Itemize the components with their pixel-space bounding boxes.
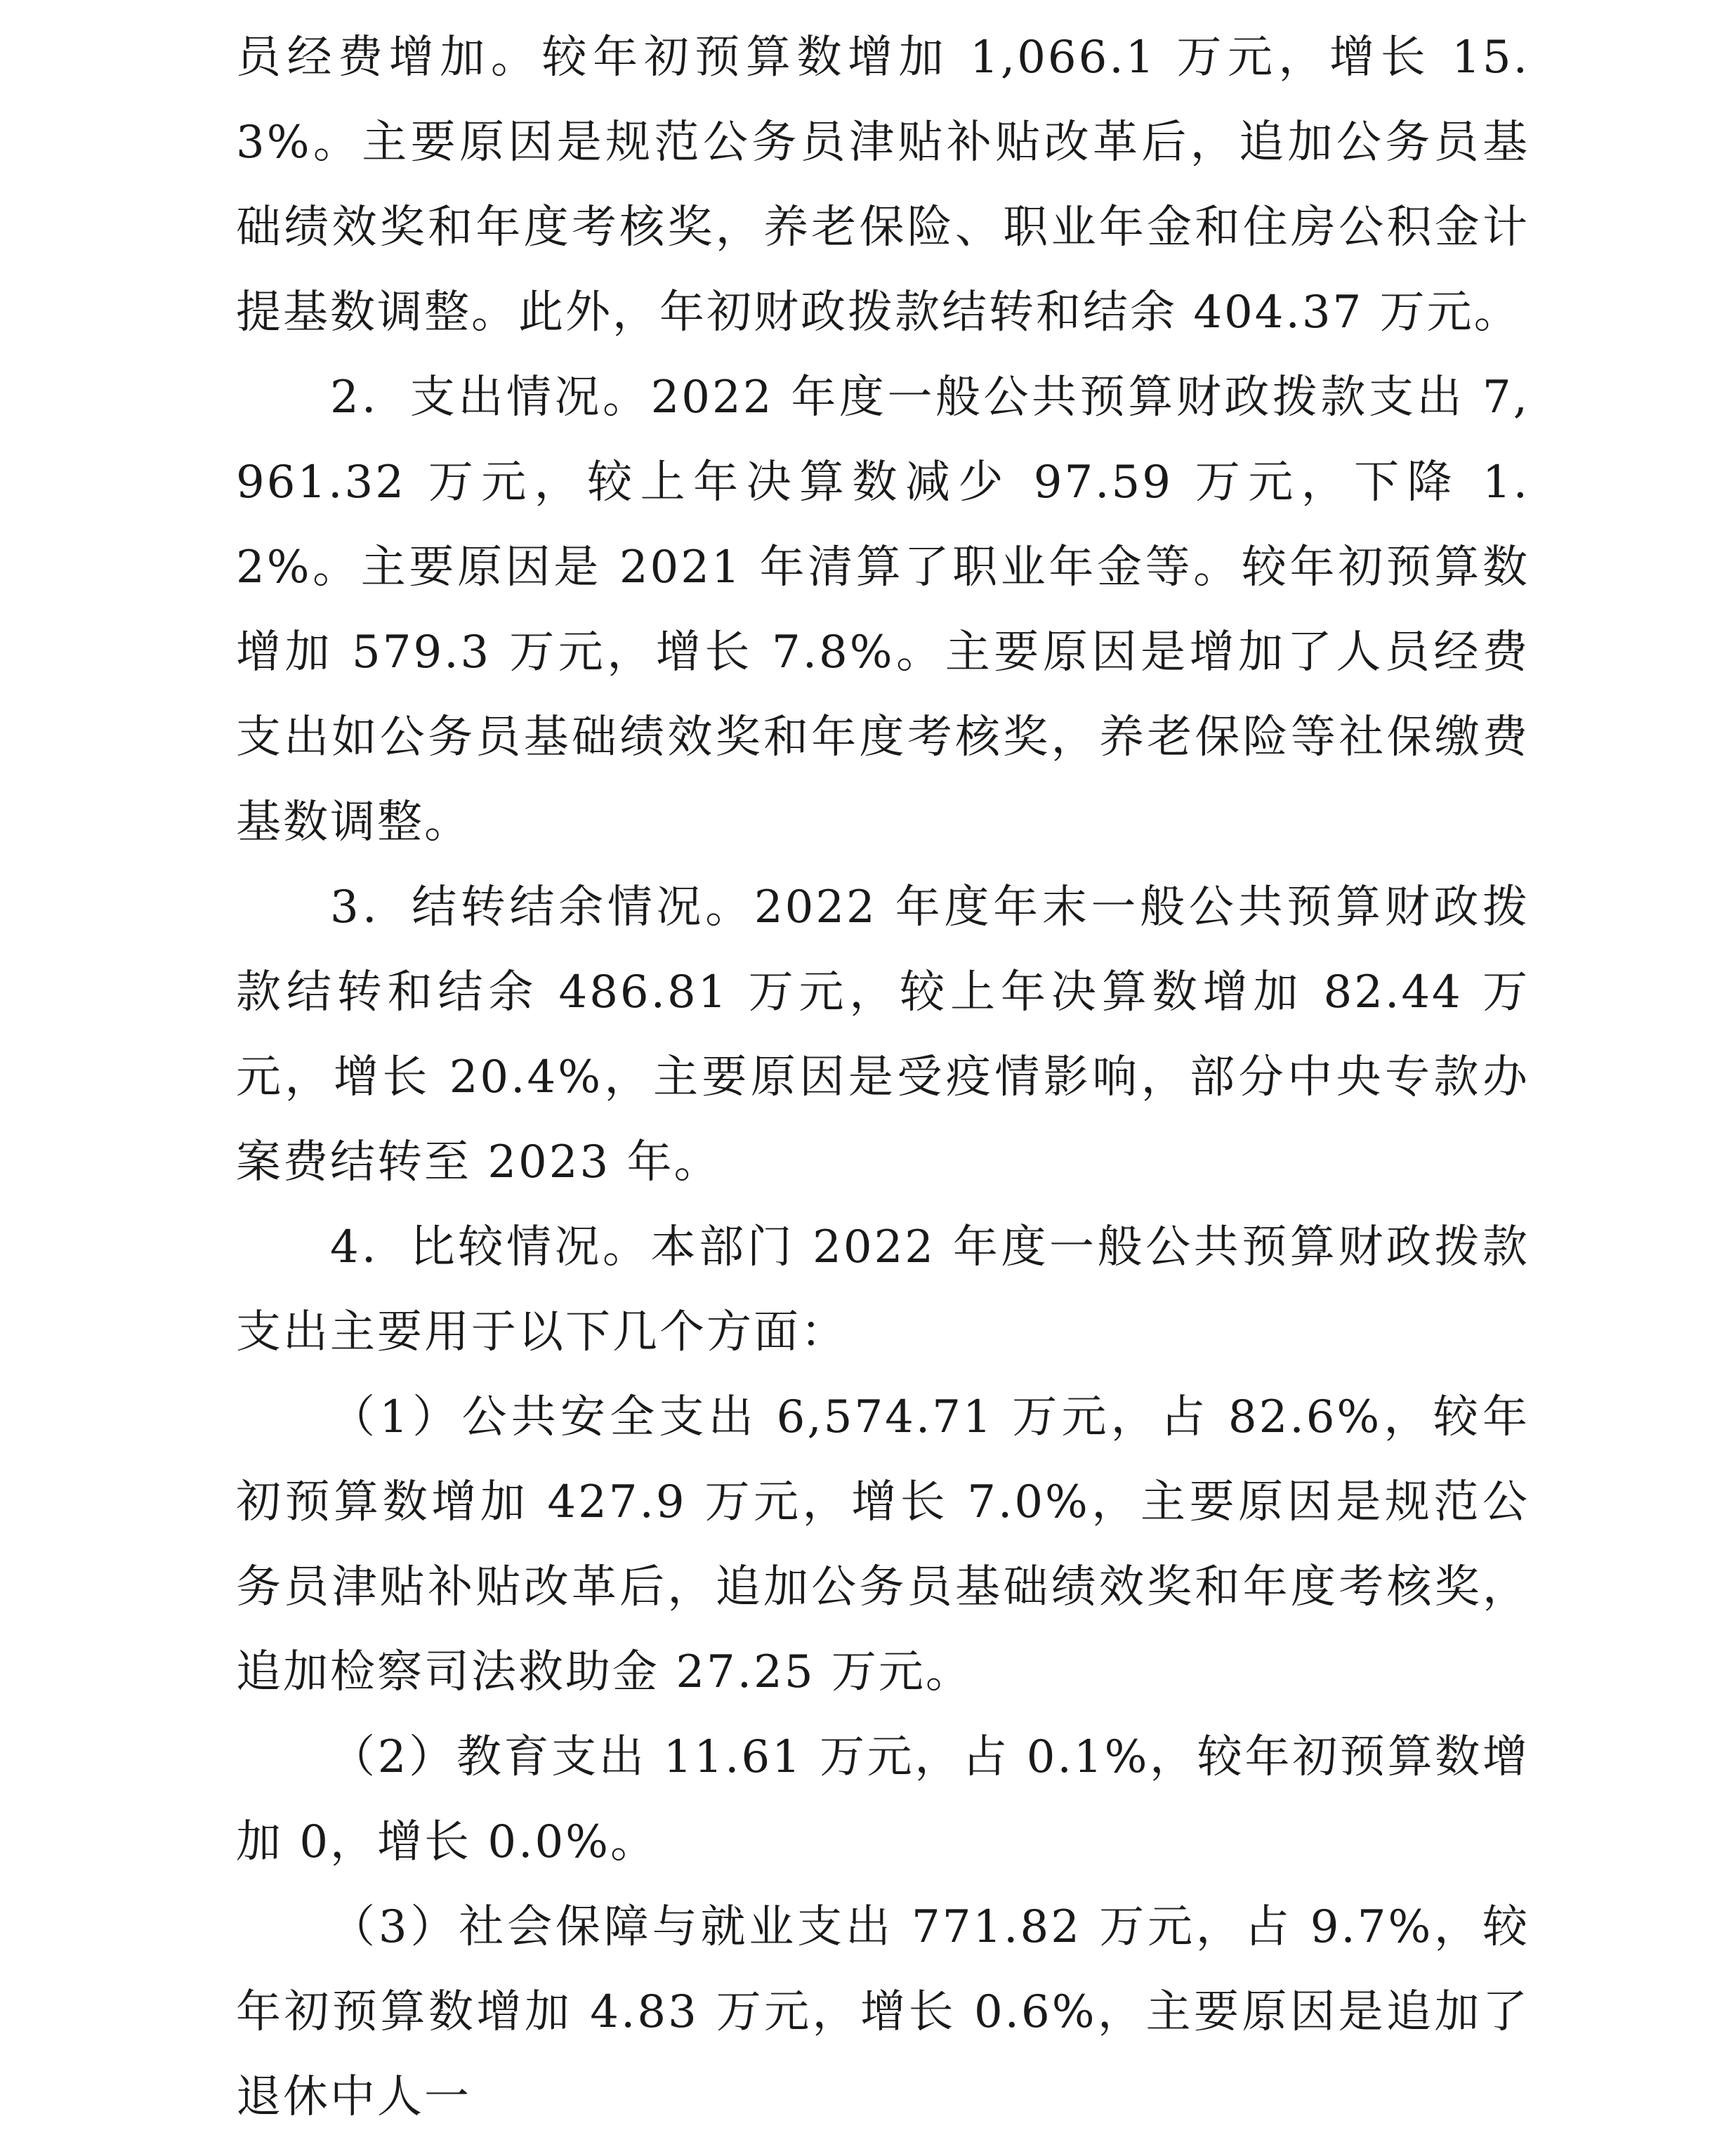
- paragraph-carryover: 3．结转结余情况。2022 年度年末一般公共预算财政拨款结转和结余 486.81 万元，较上年决算数增加 82.44 万元，增长 20.4%，主要原因是受疫情影响，部分中央专款办案费结转至 2023 年。: [236, 881, 1530, 1188]
- paragraph-public-security: （1）公共安全支出 6,574.71 万元，占 82.6%，较年初预算数增加 427.9 万元，增长 7.0%，主要原因是规范公务员津贴补贴改革后，追加公务员基础绩效奖和年度考核奖，追加检察司法救助金 27.25 万元。: [236, 1391, 1530, 1698]
- paragraph-social-security: （3）社会保障与就业支出 771.82 万元，占 9.7%，较年初预算数增加 4.83 万元，增长 0.6%，主要原因是追加了退休中人一: [236, 1901, 1530, 2123]
- paragraph-comparison: 4．比较情况。本部门 2022 年度一般公共预算财政拨款支出主要用于以下几个方面：: [236, 1221, 1530, 1358]
- paragraph-income-continued: 员经费增加。较年初预算数增加 1,066.1 万元，增长 15.3%。主要原因是规范公务员津贴补贴改革后，追加公务员基础绩效奖和年度考核奖，养老保险、职业年金和住房公积金计提基数调整。此外，年初财政拨款结转和结余 404.37 万元。: [236, 32, 1530, 339]
- paragraph-expenditure: 2．支出情况。2022 年度一般公共预算财政拨款支出 7,961.32 万元，较上年决算数减少 97.59 万元，下降 1.2%。主要原因是 2021 年清算了职业年金等。较年初预算数增加 579.3 万元，增长 7.8%。主要原因是增加了人员经费支出如公务员基础绩效奖和年度考核奖，养老保险等社保缴费基数调整。: [236, 372, 1530, 848]
- paragraph-education: （2）教育支出 11.61 万元，占 0.1%，较年初预算数增加 0，增长 0.0%。: [236, 1731, 1530, 1868]
- document-body: [236, 15, 1530, 2140]
